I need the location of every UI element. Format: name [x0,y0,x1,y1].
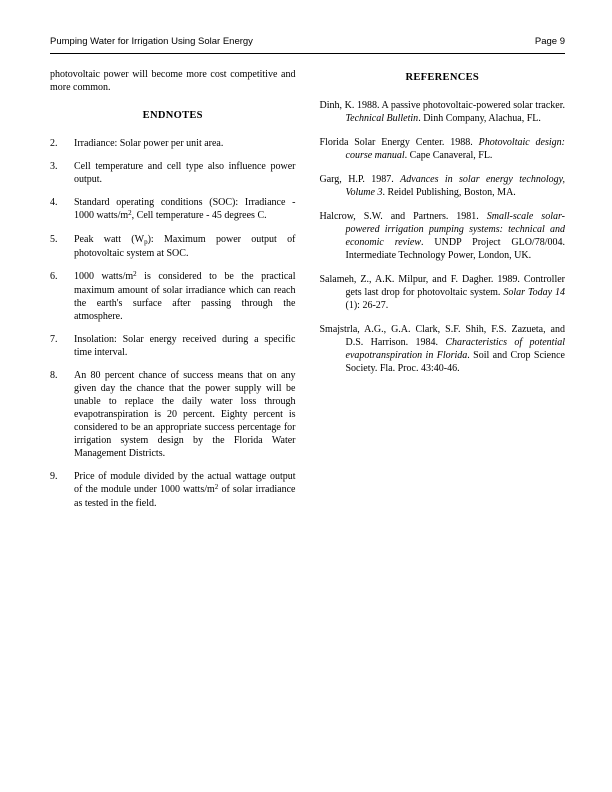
reference-entry [320,136,566,162]
two-column-body [50,68,565,520]
endnote-item [50,137,296,150]
text-run: Peak watt (W [74,234,145,245]
text-run: Dinh, K. 1988. A passive photovoltaic-powered solar tracker. [319,100,565,111]
italic-text: Advances in solar energy technology, Volume 3 [345,174,566,198]
endnote-gap [64,196,74,223]
text-run: . Dinh Company, Alachua, FL. [418,113,541,124]
running-title: Pumping Water for Irrigation Using Solar Energy [50,36,253,47]
endnote-item [50,369,296,460]
references-heading: REFERENCES [405,72,480,83]
superscript: 2 [128,208,132,217]
endnote-gap [64,369,74,460]
text-run: Salameh, Z., A.K. Milpur, and F. Dagher. 1989. Controller gets last drop for photovoltaic system. [319,274,565,298]
endnote-gap [64,270,74,323]
text-run: Price of module divided by the actual wattage output of the module under 1000 watts/m [74,471,296,495]
endnote-gap [64,233,74,260]
endnote-number: 3. [50,161,58,172]
left-column [50,68,296,520]
endnote-number: 2. [50,138,58,149]
right-column [320,68,566,520]
text-run: . UNDP Project GLO/78/004. Intermediate Technology Power, London, UK. [345,237,565,261]
endnote-item [50,160,296,186]
endnote-number: 7. [50,334,58,345]
endnote-item [50,333,296,359]
italic-text: Small-scale solar-powered irrigation pumping systems: technical and economic review [345,211,565,248]
text-run: , Cell temperature - 45 degrees C. [131,210,267,221]
text-run: is considered to be the practical maximum amount of solar irradiance which can reach the earth's surface after passing through the atmosphere. [74,271,296,322]
endnote-number: 9. [50,471,58,482]
page-number: Page 9 [534,36,565,47]
text-run: Garg, H.P. 1987. [319,174,401,185]
endnote-number: 8. [50,370,58,381]
text-run: . Reidel Publishing, Boston, MA. [382,187,516,198]
endnote-text [74,160,296,186]
text-run: of solar irradiance as tested in the field. [74,484,296,509]
reference-entry [320,323,566,375]
text-run: Cell temperature and cell type also influence power output. [74,161,296,185]
endnote-gap [64,470,74,510]
endnote-text [74,233,296,260]
subscript: p [144,237,148,246]
italic-text: Solar Today 14 [503,287,565,298]
header-divider [50,53,565,54]
endnote-item [50,470,296,510]
text-run: An 80 percent chance of success means that on any given day the chance that the power supply will be unable to replace the daily water loss through evapotranspiration is 20 percent. Eighty percent is considered to be an appropriate success percentage for irrigation system design by the Florida Water Management Districts. [74,370,296,459]
endnote-item [50,270,296,323]
references-list [320,99,566,375]
endnote-item [50,233,296,260]
text-run: . Cape Canaveral, FL. [404,150,493,161]
reference-entry [320,210,566,262]
endnote-gap [64,137,74,150]
endnotes-list [50,137,296,510]
endnote-text [74,470,296,510]
superscript: 2 [133,269,137,278]
text-run: . Soil and Crop Science Society. Fla. Proc. 43:40-46. [345,350,565,374]
endnote-gap [64,160,74,186]
text-run: Standard operating conditions (SOC): Irradiance - 1000 watts/m [74,197,296,221]
endnote-text [74,369,296,460]
endnote-text [74,333,296,359]
text-run: Irradiance: Solar power per unit area. [74,138,224,149]
endnote-text [74,196,296,223]
text-run: Smajstrla, A.G., G.A. Clark, S.F. Shih, F.S. Zazueta, and D.S. Harrison. 1984. [319,324,565,348]
endnote-text [74,137,296,150]
endnotes-heading: ENDNOTES [142,110,203,121]
reference-entry [320,173,566,199]
italic-text: Technical Bulletin [345,113,419,124]
endnote-number: 6. [50,271,58,282]
endnote-text [74,270,296,323]
endnote-number: 5. [50,234,58,245]
italic-text: Photovoltaic design: course manual [345,137,565,161]
endnote-item [50,196,296,223]
text-run: Insolation: Solar energy received during a specific time interval. [74,334,296,358]
endnote-number: 4. [50,197,58,208]
superscript: 2 [214,482,219,491]
text-run: 1000 watts/m [74,271,134,282]
intro-paragraph: photovoltaic power will become more cost competitive and more common. [50,69,296,93]
text-run: Florida Solar Energy Center. 1988. [319,137,479,148]
reference-entry [320,99,566,125]
text-run: Halcrow, S.W. and Partners. 1981. [319,211,487,222]
italic-text: Characteristics of potential evapotranspiration in Florida [345,337,565,361]
text-run: ): Maximum power output of photovoltaic system at SOC. [74,234,296,259]
text-run: (1): 26-27. [345,300,389,311]
page-header [50,36,565,53]
endnote-gap [64,333,74,359]
reference-entry [320,273,566,312]
